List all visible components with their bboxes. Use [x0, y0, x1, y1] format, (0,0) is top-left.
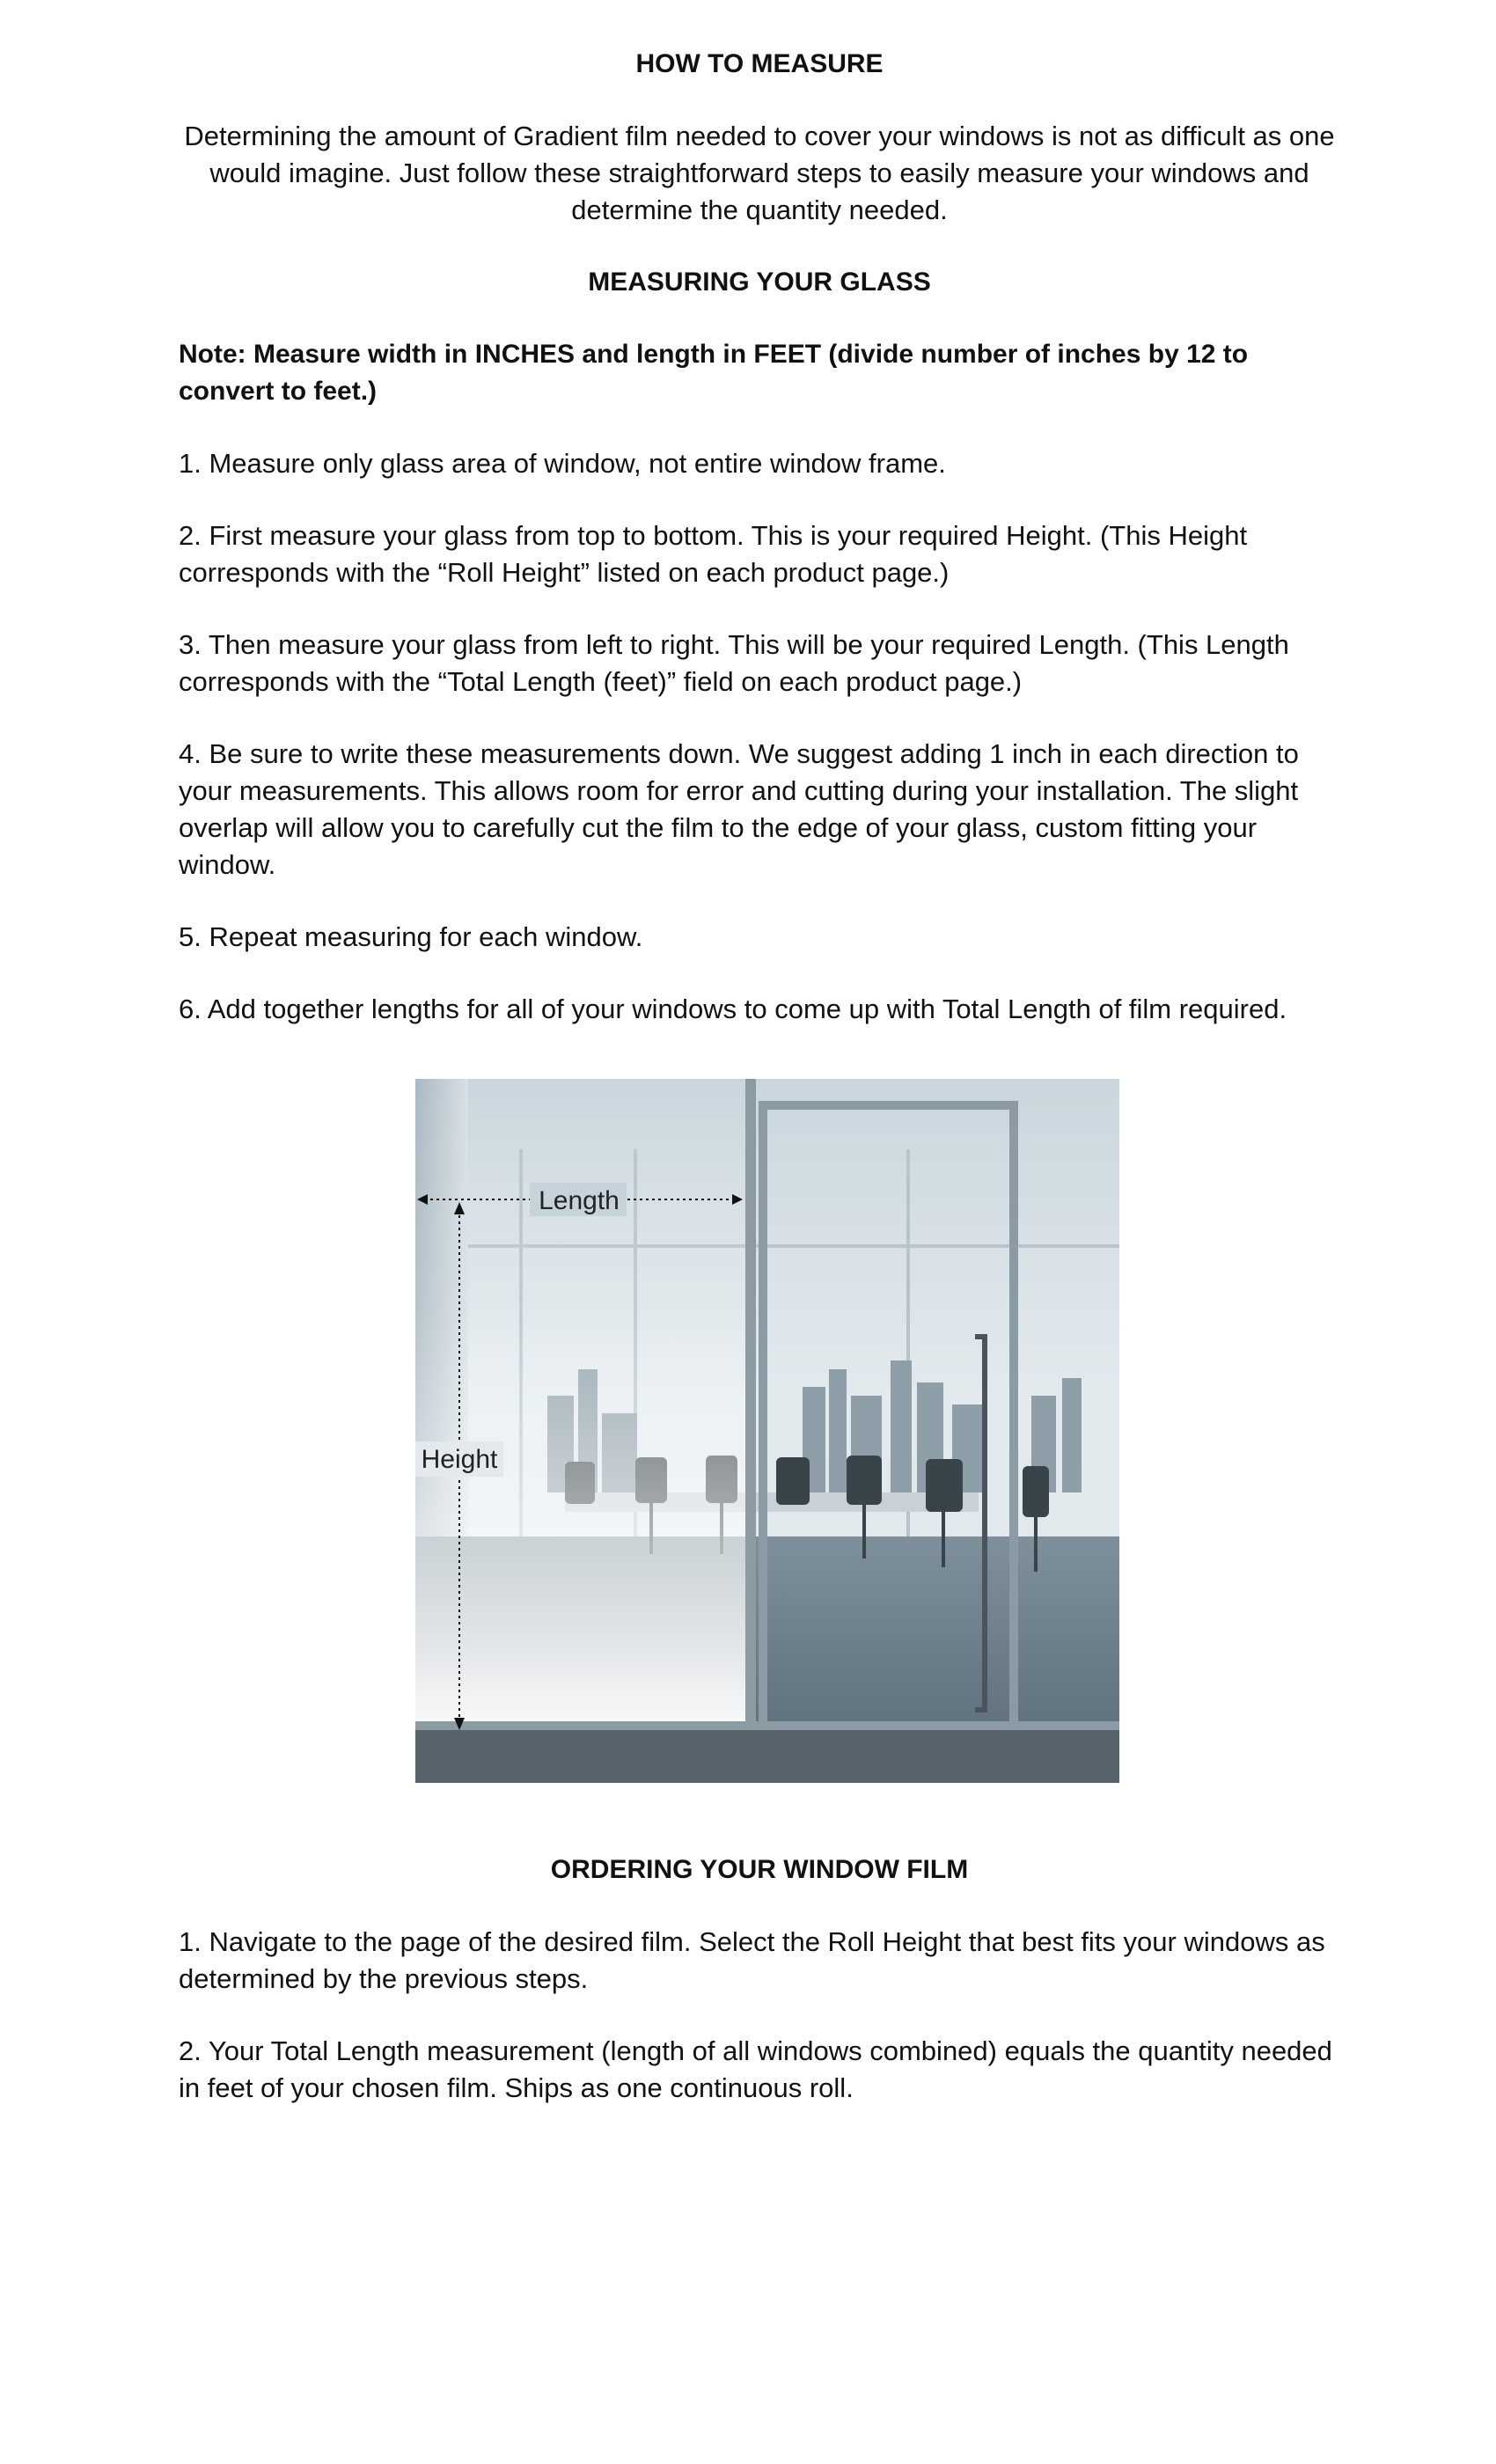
ordering-step-1: 1. Navigate to the page of the desired film. Select the Roll Height that best fits your windows as determined by the previous steps.: [179, 1926, 1325, 1994]
door-handle-bottom: [975, 1707, 987, 1712]
measuring-note: Note: Measure width in INCHES and length in FEET (divide number of inches by 12 to convert to feet.): [179, 340, 1249, 406]
floor-base: [415, 1730, 1119, 1783]
height-label: Height: [421, 1445, 498, 1474]
document-content: [179, 46, 1340, 2107]
measuring-step-4: 4. Be sure to write these measurements down. We suggest adding 1 inch in each direction to your measurements. This allows room for error and cutting during your installation. The slight overlap will allow you to carefully cut the film to the edge of your glass, custom fitting your window.: [179, 738, 1299, 880]
gradient-film: [415, 1079, 745, 1730]
measurement-diagram-image: [415, 1079, 1119, 1783]
door-handle: [982, 1334, 987, 1712]
length-label: Length: [539, 1186, 620, 1215]
page-title: HOW TO MEASURE: [635, 49, 884, 78]
measuring-step-6: 6. Add together lengths for all of your windows to come up with Total Length of film required.: [179, 994, 1287, 1024]
ordering-step-2: 2. Your Total Length measurement (length of all windows combined) equals the quantity needed in feet of your chosen film. Ships as one continuous roll.: [179, 2035, 1332, 2103]
ordering-heading: ORDERING YOUR WINDOW FILM: [550, 1855, 969, 1884]
measuring-heading: MEASURING YOUR GLASS: [588, 268, 931, 297]
measuring-step-2: 2. First measure your glass from top to bottom. This is your required Height. (This Height corresponds with the “Roll Height” listed on each product page.): [179, 520, 1248, 588]
measuring-step-3: 3. Then measure your glass from left to right. This will be your required Length. (This Length corresponds with the “Total Length (feet)” field on each product page.): [179, 629, 1289, 697]
measuring-step-5: 5. Repeat measuring for each window.: [179, 921, 643, 952]
intro-paragraph: Determining the amount of Gradient film needed to cover your windows is not as difficult as one would imagine. Just follow these straightforward steps to easily measure your windows and determine the quantity needed.: [184, 121, 1335, 225]
door-handle-top: [975, 1334, 987, 1339]
measuring-step-1: 1. Measure only glass area of window, not entire window frame.: [179, 448, 946, 479]
